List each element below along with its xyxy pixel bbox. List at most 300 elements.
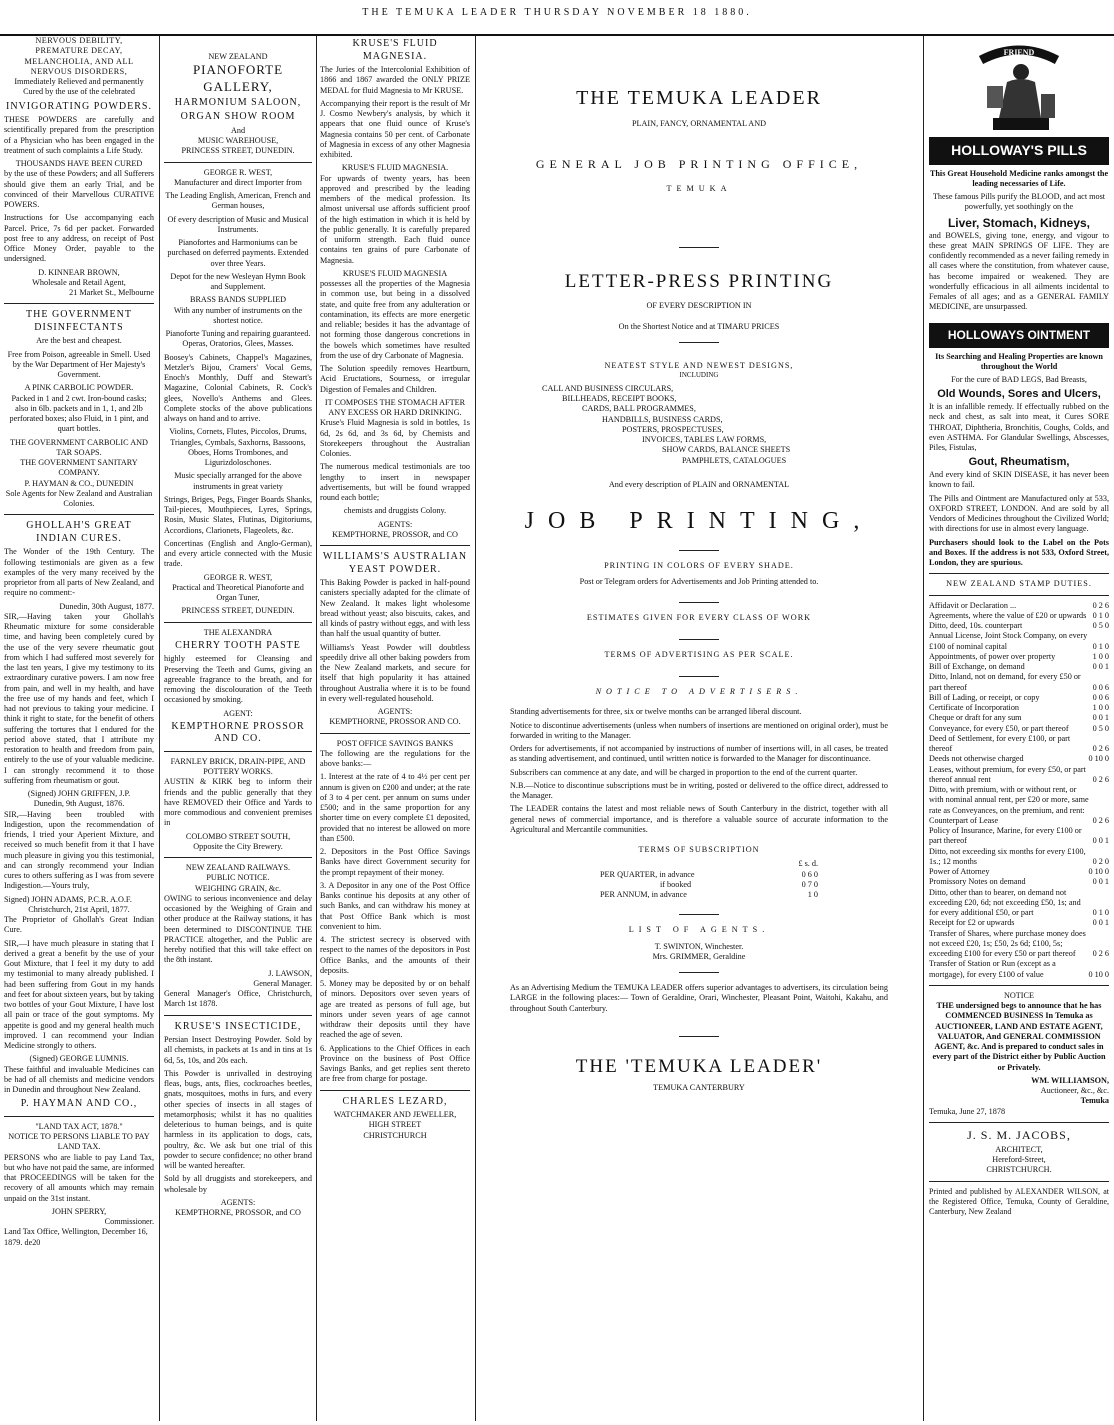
advertiser-address: 21 Market St., Melbourne — [69, 288, 154, 297]
agent-name: KEMPTHORNE, PROSSOR AND CO. — [329, 717, 461, 727]
railways-heading: NEW ZEALAND RAILWAYS. — [185, 863, 291, 872]
landtax-address — [4, 1227, 154, 1248]
publisher-imprint: Printed and published by ALEXANDER WILSON, at the Registered Office, Temuka, County of Geraldine, Canterbury, New Zealand — [929, 1186, 1109, 1216]
stamp-duty-value: 0 0 1 — [1092, 713, 1109, 723]
kruse-subheading: IT COMPOSES THE STOMACH AFTER ANY EXCESS OR HARD DRINKING. — [324, 397, 466, 417]
stamp-duty-label: Ditto, not exceeding six months for every £100, 1s.; 12 months — [929, 846, 1086, 866]
farnley-text: AUSTIN & KIRK beg to inform their friends and the public generally that they have REMOVED their Office and Yards to more commodious and convenient premises in — [164, 777, 312, 828]
divider — [679, 914, 719, 915]
kruse-subheading: KRUSE'S FLUID MAGNESIA — [342, 268, 448, 278]
stamp-duty-value: 0 2 6 — [1092, 774, 1109, 784]
stamp-duty-value: 0 2 6 — [1092, 744, 1109, 753]
stamp-duty-row — [929, 888, 1109, 919]
friend-figure-icon — [969, 38, 1069, 133]
savings-text: 5. Money may be deposited by or on behalf of minors. Depositors over seven years of age are treated as persons of full age, but minors under seven years of age cannot withdraw their deposits until they have reached the age of seven. — [320, 979, 470, 1040]
subscription-value: 1 0 — [807, 890, 818, 899]
divider — [679, 972, 719, 973]
friend-figure-svg — [969, 38, 1069, 133]
pills-highlight: Liver, Stomach, Kidneys, — [947, 215, 1091, 230]
stamp-duty-label: Ditto, Inland, not on demand, for every £50 or part thereof — [929, 672, 1081, 692]
stamp-duty-row — [929, 672, 1109, 693]
cherry-text: highly esteemed for Cleansing and Preserving the Teeth and Gums, giving an agreeable fragrance to the breath, and for removing the discolouration of the Teeth occasioned by smoking. — [164, 654, 312, 705]
music-text: Pianoforte Tuning and repairing guaranteed. Operas, Oratorios, Glees, Masses. — [165, 329, 311, 349]
stamp-duty-label: Transfer of Shares, where purchase money does not exceed £20, 1s; £50, 2s 6d; £100, 5s; exceeding £100 for every £50 or part thereof — [929, 928, 1086, 958]
notice-text: The LEADER contains the latest and most reliable news of South Canterbury in the district, together with all general news of commercial importance, and is therefore a valuable source of accurate information to the Agricultural and Mercantile communities. — [510, 804, 888, 834]
stamp-duty-label: Transfer of Station or Run (except as a mortgage), for every £100 of value — [929, 959, 1056, 979]
music-text: With any number of instruments on the shortest notice. — [173, 305, 303, 325]
divider — [164, 622, 312, 623]
divider — [320, 733, 470, 734]
stamp-duty-row — [929, 754, 1109, 764]
street-subheading: Opposite the City Brewery. — [193, 841, 283, 851]
ghollah-paragraph: These faithful and invaluable Medicines can be had of all chemists and medicine vendors in Dunedin and throughout New Zealand. — [4, 1064, 154, 1094]
job-printing-heading: JOB PRINTING, — [524, 508, 874, 534]
stamp-duty-row — [929, 826, 1109, 847]
ointment-text: The Pills and Ointment are Manufactured only at 533, OXFORD STREET, LONDON. And are sold by all Vendors of Medicines throughout the Civilized World; with directions for use in almost every language. — [929, 493, 1109, 534]
stamp-duty-row — [929, 703, 1109, 713]
stamp-duty-label: Affidavit or Declaration ... — [929, 600, 1017, 610]
subscription-label: PER QUARTER, in advance — [600, 869, 695, 879]
page-header — [0, 0, 1114, 36]
divider — [4, 514, 154, 515]
sanitary-heading: THE GOVERNMENT SANITARY COMPANY. — [20, 458, 138, 478]
stamp-duty-row — [929, 929, 1109, 960]
stamp-duty-label: Deed of Settlement, for every £100, or part thereof — [929, 733, 1071, 753]
music-text: The Leading English, American, French and German houses, — [165, 191, 311, 211]
header-text: THE TEMUKA LEADER THURSDAY NOVEMBER 18 1880. — [362, 7, 752, 18]
harmonium-heading: HARMONIUM SALOON, — [174, 96, 302, 108]
disinfectants-heading: THE GOVERNMENT DISINFECTANTS — [26, 309, 132, 333]
ointment-text: Purchasers should look to the Label on the Pots and Boxes. If the address is not 533, Oxford Street, London, they are spurious. — [929, 537, 1109, 567]
disinfectants-text: Packed in 1 and 2 cwt. Iron-bound casks; also in 6lb. packets and in 1, 1, and 2lb perforated boxes; also Fluid, in 1 pint, and quart bottles. — [9, 393, 149, 434]
neatest-heading: NEATEST STYLE AND NEWEST DESIGNS, — [604, 360, 794, 370]
street-heading: PRINCESS STREET, DUNEDIN. — [181, 606, 295, 616]
stamp-duty-value: 1 0 0 — [1092, 651, 1109, 661]
service-item: POSTERS, PROSPECTUSES, — [622, 424, 724, 434]
stamp-duty-row — [929, 724, 1109, 734]
stamp-duty-value: 0 2 6 — [1092, 600, 1109, 610]
music-text: Depot for the new Wesleyan Hymn Book and Supplement. — [170, 271, 306, 291]
letterpress-sub: OF EVERY DESCRIPTION IN — [646, 301, 752, 311]
ointment-text: It is an infallible remedy. If effectually rubbed on the neck and chest, as salt into meat, it Cures SORE THROAT, Diphtheria, Bronchitis, Coughs, Colds, and even ASTHMA. For Glandular Swellings, Abscesses, Piles, Fistulas, — [929, 402, 1109, 452]
nervous-subtitle: Immediately Relieved and permanently Cured by the use of the celebrated — [14, 77, 144, 97]
notice-text: THE undersigned begs to announce that he has COMMENCED BUSINESS In Temuka as AUCTIONEER, LAND AND ESTATE AGENT, VALUATOR, And GENERAL COMMISSION AGENT, &c. And is prepared to conduct sales in every part of the District either by Public Auction or Privately. — [932, 1001, 1106, 1072]
landtax-address-text: Land Tax Office, Wellington, December 16, 1879. — [4, 1227, 148, 1247]
letterpress-heading: LETTER-PRESS PRINTING — [564, 270, 834, 292]
stamp-duty-value: 0 1 0 — [1092, 641, 1109, 651]
insecticide-text: Sold by all druggists and storekeepers, and wholesale by — [164, 1174, 312, 1194]
kruse-text: Kruse's Fluid Magnesia is sold in bottles, 1s 6d, 2s 6d, and 3s 6d, by Chemists and Storekeepers throughout the Australian Colonies. — [320, 418, 470, 458]
nervous-paragraph: THESE POWDERS are carefully and scientifically prepared from the prescription of a Physician who has been engaged in the treatment of such complaints a Life Study. — [4, 115, 154, 155]
stamp-duty-value: 0 10 0 — [1088, 754, 1109, 764]
alexandra-heading: THE ALEXANDRA — [203, 627, 273, 637]
kruse-text: possesses all the properties of the Magnesia in common use, but being in a dissolved state, and quite free from any adulteration or contamination, its effects are more energetic and reliable; besides it has the advantage of not forming those dangerous concretions in the bowels which sometimes have resulted from the use of dry Carbonate of Magnesia. — [320, 279, 470, 360]
music-text: Pianofortes and Harmoniums can be purchased on deferred payments. Extended over three Years. — [167, 238, 309, 268]
town-heading: TEMUKA — [666, 184, 732, 194]
holloway-pills-banner: HOLLOWAY'S PILLS — [929, 137, 1109, 165]
divider — [164, 1015, 312, 1016]
column-rule — [475, 36, 476, 1421]
stamp-duty-row — [929, 877, 1109, 887]
stamp-duty-value: 0 2 0 — [1092, 856, 1109, 866]
column-3 — [320, 36, 470, 1421]
subscription-row — [600, 890, 818, 900]
every-plain: And every description of PLAIN and ORNAMENTAL — [608, 479, 790, 489]
organ-heading: ORGAN SHOW ROOM — [180, 111, 296, 123]
subscription-label: if booked — [660, 879, 692, 889]
divider — [679, 1036, 719, 1037]
agent-label: AGENTS: — [377, 519, 413, 529]
stamp-duty-row — [929, 918, 1109, 928]
kruse-text: chemists and druggists Colony. — [343, 506, 447, 516]
stamp-duty-value: 0 0 1 — [1092, 836, 1109, 846]
nervous-paragraph: Instructions for Use accompanying each Parcel. Price, 7s 6d per packet. Forwarded post free to any address, on receipt of Post Office Money Order, payable to the undersigned. — [4, 213, 154, 264]
street-heading: PRINCESS STREET, DUNEDIN. — [181, 146, 295, 156]
stamp-duty-value: 0 0 1 — [1092, 918, 1109, 928]
williams-text: This Baking Powder is packed in half-pound canisters specially adapted for the climate of New Zealand. It makes light wholesome bread without yeast; also biscuits, cakes, and all kinds of pastry without eggs, and with less than half the usual quantity of butter. — [320, 578, 470, 639]
stamp-duty-value: 0 10 0 — [1088, 969, 1109, 979]
stamp-duty-value: 0 0 6 — [1092, 692, 1109, 702]
invigorating-heading: INVIGORATING POWDERS. — [6, 100, 152, 112]
pills-text: These famous Pills purify the BLOOD, and act most powerfully, yet soothingly on the — [932, 192, 1106, 212]
soaps-heading: THE GOVERNMENT CARBOLIC AND TAR SOAPS. — [10, 437, 148, 457]
subscription-currency-header: £ s. d. — [798, 859, 818, 869]
nervous-title — [4, 36, 154, 77]
music-text: Manufacturer and direct Importer from — [174, 177, 302, 187]
divider — [320, 1090, 470, 1091]
kruse-text: For upwards of twenty years, has been approved and prescribed by the leading members of the medical profession. Its almost universal use affords sufficient proof of the high estimation in which it is held by the public generally. It is carefully prepared of uniform strength. Each fluid ounce contains ten grains of pure Carbonate of Magnesia. — [320, 173, 470, 265]
nervous-title-line: MELANCHOLIA, AND ALL — [24, 56, 134, 66]
service-item: BILLHEADS, RECEIPT BOOKS, — [562, 394, 677, 403]
farnley-heading: FARNLEY BRICK, DRAIN-PIPE, AND POTTERY WORKS. — [170, 756, 306, 776]
music-text: Practical and Theoretical Pianoforte and Organ Tuner, — [172, 582, 304, 602]
stamp-duty-value: 0 2 6 — [1092, 949, 1109, 958]
nervous-title-line: NERVOUS DEBILITY, — [35, 36, 123, 45]
stamp-duty-label: Bill of Lading, or receipt, or copy — [929, 692, 1040, 702]
subscription-row — [600, 870, 818, 880]
ointment-text: Its Searching and Healing Properties are known throughout the World — [935, 351, 1103, 371]
stamp-duty-row — [929, 621, 1109, 631]
stamp-duties-table — [929, 601, 1109, 980]
friend-label: FRIEND — [1003, 48, 1035, 57]
ointment-text: And every kind of SKIN DISEASE, it has never been known to fail. — [929, 470, 1109, 490]
divider — [929, 595, 1109, 596]
nervous-paragraph: by the use of these Powders; and all Sufferers should give them an early Trial, and be convinced of their Marvellous CURATIVE POWERS. — [4, 169, 154, 209]
architect-street: Hereford-Street, — [992, 1155, 1046, 1164]
savings-text: 6. Applications to the Chief Offices in each Province on the business of Post Office Savings Banks, and get replies sent thereto are free from charge for postage. — [320, 1043, 470, 1084]
including-label: INCLUDING — [679, 371, 719, 379]
office-heading: GENERAL JOB PRINTING OFFICE, — [535, 157, 863, 172]
stamp-duty-label: Promissory Notes on demand — [929, 877, 1026, 887]
advertiser-name: GEORGE R. WEST, — [203, 167, 273, 177]
stamp-duty-value: 0 1 0 — [1092, 610, 1109, 620]
agent-entry: Mrs. GRIMMER, Geraldine — [652, 951, 746, 961]
stamp-duty-row — [929, 693, 1109, 703]
stamp-duty-row — [929, 765, 1109, 786]
lezard-city: CHRISTCHURCH — [363, 1130, 427, 1140]
landtax-paragraph: PERSONS who are liable to pay Land Tax, but who have not paid the same, are informed that PROCEEDINGS will be taken for the recovery of all amounts which may remain unpaid on the 31st instant. — [4, 1152, 154, 1203]
column-rule — [923, 36, 924, 1421]
stamp-duty-label: Deeds not otherwise charged — [929, 754, 1024, 764]
stamp-duty-row — [929, 959, 1109, 980]
ointment-highlight: Old Wounds, Sores and Ulcers, — [937, 388, 1101, 401]
service-item: CARDS, BALL PROGRAMMES, — [582, 404, 696, 414]
divider — [679, 247, 719, 248]
savings-text: 1. Interest at the rate of 4 to 4½ per cent per annum is given on £200 and under; at the rate of 3 to 4 per cent. per annum on sums under £500; and in the same proportion for any shorter time on every complete £1 deposited, provided that no interest be allowed on more than £500. — [320, 772, 470, 843]
brass-heading: BRASS BANDS SUPPLIED — [189, 295, 286, 305]
agent-name: KEMPTHORNE, PROSSOR, and CO — [332, 529, 458, 539]
insecticide-text: This Powder is unrivalled in destroying fleas, bugs, ants, flies, cockroaches beetles, gnats, mosquitoes, moths in furs, and every other species of insects in all stages of metamorphosis; whilst it has no qualities deleterious to human beings, and is quite harmless in its application to dogs, cats, poultry, &c. We ask but one trial of this powder to secure confidence; no other brand will be wanted hereafter. — [164, 1068, 312, 1170]
notice-text: Standing advertisements for three, six or twelve months can be arranged liberal discount. — [510, 707, 802, 717]
divider — [164, 751, 312, 752]
stamp-duty-row — [929, 631, 1109, 652]
kruse-text: The Solution speedily removes Heartburn, Acid Eructations, Sourness, or irregular Digestion of Females and Children. — [320, 364, 470, 394]
pianoforte-heading: PIANOFORTE GALLERY, — [192, 62, 284, 94]
disinfectants-text: Free from Poison, agreeable in Smell. Used by the War Department of Her Majesty's Government. — [7, 349, 151, 379]
stamp-duty-label: Certificate of Incorporation — [929, 703, 1020, 712]
ghollah-paragraph: The Wonder of the 19th Century. The following testimonials are given as a few examples of the very many received by the proprietor from all parts of New Zealand, and require no comment:- — [4, 547, 154, 598]
stamp-duty-row — [929, 611, 1109, 621]
divider — [929, 573, 1109, 574]
disinfectants-text: Are the best and cheapest. — [36, 336, 122, 346]
savings-heading: POST OFFICE SAVINGS BANKS — [336, 738, 454, 748]
divider — [679, 602, 719, 603]
subscription-table — [600, 859, 818, 900]
agent-label: AGENTS: — [220, 1197, 256, 1207]
agents-heading: LIST OF AGENTS. — [628, 925, 770, 935]
manager-title: General Manager. — [253, 978, 312, 988]
subscription-value: 0 6 0 — [801, 869, 818, 879]
stamp-duty-value: 0 1 0 — [1092, 908, 1109, 917]
stamp-duty-label: Ditto, deed, 10s. counterpart — [929, 621, 1023, 630]
stamp-duties-heading: NEW ZEALAND STAMP DUTIES. — [946, 579, 1092, 589]
stamp-duty-label: Ditto, other than to bearer, on demand not exceeding £20, 6d; not exceeding £50, 1s; and for every additional £50, or part — [929, 887, 1081, 917]
stamp-duty-label: Leases, without premium, for every £50, or part thereof annual rent — [929, 764, 1086, 784]
stamp-duty-label: Ditto, with premium, with or without rent, or with nominal annual rent, per £20 or more, same rate as Conveyances, on the premium, and rent: Counterpart of Lease — [929, 785, 1089, 825]
stamp-duty-label: Annual License, Joint Stock Company, on every £100 of nominal capital — [929, 631, 1088, 651]
divider — [320, 545, 470, 546]
stamp-duty-value: 0 2 6 — [1092, 815, 1109, 825]
kruse-text: Accompanying their report is the result of Mr J. Cosmo Newbery's analysis, by which it appears that one fluid ounce of Kruse's Magnesia contains 50 per cent. of Carbonate of Magnesia in excess of any other Magnesia exhibited. — [320, 98, 470, 159]
carbolic-heading: A PINK CARBOLIC POWDER. — [24, 383, 134, 393]
commissioner-title: Commissioner. — [104, 1217, 154, 1226]
holloway-ointment-banner: HOLLOWAYS OINTMENT — [929, 323, 1109, 348]
kruse-text: The Juries of the Intercolonial Exhibition of 1866 and 1867 awarded the ONLY PRIZE MEDAL for fluid Magnesia to Mr KRUSE. — [320, 65, 470, 95]
agent-name: KEMPTHORNE PROSSOR AND CO. — [171, 720, 305, 745]
commissioner-name: JOHN SPERRY, — [51, 1206, 107, 1216]
divider — [4, 303, 154, 304]
notice-text: Orders for advertisements, if not accompanied by instructions of number of insertions will, in all cases, be treated as standing advertisement, and continued, until written notice is forwarded to the Manager for discontinuance. — [510, 744, 888, 764]
insecticide-heading: KRUSE'S INSECTICIDE, — [174, 1020, 302, 1032]
notice-text: N.B.—Notice to discontinue subscriptions must be in writing, posted or delivered to the office direct, addressed to the Manager. — [510, 780, 888, 800]
music-text: Concertinas (English and Anglo-German), and every article connected with the Music trade. — [164, 538, 312, 569]
music-heading: MUSIC WAREHOUSE, — [197, 136, 279, 145]
divider — [164, 162, 312, 163]
advertiser-name: P. HAYMAN AND CO., — [20, 1098, 138, 1110]
williams-text: Williams's Yeast Powder will doubtless speedily drive all other baking powders from the New Zealand markets, and secure for itself that high popularity it has attained throughout Australia where it is to be found in every well-regulated household. — [320, 642, 470, 703]
agent-label: AGENT: — [223, 708, 253, 718]
estimates-heading: ESTIMATES GIVEN FOR EVERY CLASS OF WORK — [586, 612, 812, 622]
notice-place: Temuka — [1080, 1096, 1109, 1106]
colors-heading: PRINTING IN COLORS OF EVERY SHADE. — [604, 561, 794, 570]
letterpress-sub: On the Shortest Notice and at TIMARU PRICES — [618, 321, 780, 331]
savings-text: 3. A Depositor in any one of the Post Office Banks continue his deposits at any other of such Banks, and can withdraw his money at that Post Office Bank which is most convenient to him. — [320, 880, 470, 931]
agent-name: KEMPTHORNE, PROSSOR, and CO — [175, 1208, 301, 1217]
divider — [929, 1181, 1109, 1182]
stamp-duty-value: 0 0 1 — [1092, 877, 1109, 887]
ghollah-date: Dunedin, 30th August, 1877. — [59, 601, 154, 611]
advertiser-name: P. HAYMAN & CO., DUNEDIN — [24, 478, 134, 488]
music-text: Music specially arranged for the above instruments in great variety — [174, 471, 302, 491]
medium-text: As an Advertising Medium the TEMUKA LEADER offers superior advantages to advertisers, its circulation being LARGE in the following places:— Town of Geraldine, Orari, Winchester, Pleasant Point, Waitohi, Kakahu, and throughout South Canterbury. — [510, 983, 888, 1013]
stamp-duty-label: Power of Attorney — [929, 867, 990, 876]
music-text: Boosey's Cabinets, Chappel's Magazines, Metzler's Bijou, Cramers' Vocal Gems, Enoch's Monthly, Duff and Stewart's Magazine, Colonial Cabinets, R. Cock's glees, Novello's Anthems and Glees. Complete stocks of the above publications always on hand and to arrive. — [164, 352, 312, 423]
bottom-title: THE 'TEMUKA LEADER' — [575, 1055, 823, 1077]
divider — [679, 342, 719, 343]
ointment-text: For the cure of BAD LEGS, Bad Breasts, — [951, 375, 1087, 384]
ghollah-paragraph: SIR,—Having taken your Ghollah's Rheumatic mixture for some considerable time, and having been completely cured by the use of the very severe rheumatic gout from which I had suffered most severely for the last ten years, I give my testimony to its extraordinary curative powers. I am now free from pain, and well in my health, and have the free use of my hands and feet, which I had not previous to taking your medicine. I think it right to state, for the benefit of others suffering the tortures that I endured for the period above stated, that I attribute my restoration to health and freedom from pain, entirely to the use of your valuable medicine. I can strongly recommend it to those suffering from rheumatism or gout. — [4, 611, 154, 785]
kruse-subheading: KRUSE'S FLUID MAGNESIA. — [341, 163, 449, 173]
music-text: Strings, Briges, Pegs, Finger Boards Shanks, Tail-pieces, Mouthpieces, Lyres, Springs, Rosin, Music Slates, Flutinas, Digitoriums, Accordions, Clarionets, Flageolets, &c. — [164, 494, 312, 535]
street-heading: COLOMBO STREET SOUTH, — [185, 831, 291, 841]
service-item: SHOW CARDS, BALANCE SHEETS — [662, 445, 791, 455]
nervous-title-line: PREMATURE DECAY, — [35, 46, 123, 56]
leader-title: THE TEMUKA LEADER — [576, 87, 822, 109]
nervous-title-line: NERVOUS DISORDERS, — [30, 66, 128, 76]
ghollah-date: Christchurch, 21st April, 1877. — [28, 904, 130, 914]
service-item: HANDBILLS, BUSINESS CARDS, — [602, 414, 723, 424]
thousands-heading: THOUSANDS HAVE BEEN CURED — [15, 159, 143, 168]
post-orders: Post or Telegram orders for Advertisements and Job Printing attended to. — [579, 577, 819, 587]
service-item: CALL AND BUSINESS CIRCULARS, — [542, 383, 674, 393]
manager-name: J. LAWSON, — [268, 968, 312, 978]
public-notice-heading: PUBLIC NOTICE. — [206, 873, 270, 883]
insecticide-text: Persian Insect Destroying Powder. Sold by all chemists, in packets at 1s and in tins at 1s 6d, 5s, 10s, and 20s each. — [164, 1035, 312, 1065]
lezard-trade: WATCHMAKER AND JEWELLER, — [333, 1110, 457, 1119]
nz-heading: NEW ZEALAND — [208, 52, 268, 61]
ghollah-signature: (Signed) JOHN GRIFFEN, J.P. — [27, 789, 131, 798]
stamp-duty-label: Agreements, where the value of £20 or upwards — [929, 610, 1087, 620]
landtax-subheading: NOTICE TO PERSONS LIABLE TO PAY LAND TAX. — [8, 1132, 150, 1152]
stamp-duty-label: Policy of Insurance, Marine, for every £100 or part thereof — [929, 826, 1082, 846]
manager-address: General Manager's Office, Christchurch, March 1st 1878. — [164, 989, 312, 1009]
stamp-duty-label: Bill of Exchange, on demand — [929, 662, 1025, 671]
pills-text: and BOWELS, giving tone, energy, and vigour to these great MAIN SPRINGS OF LIFE. They are confidently recommended as a never failing remedy in all cases where the constitution, from whatever cause, has become impaired or weakened. They are wonderfully efficacious in all ailments incidental to Females of all ages; and as a GENERAL FAMILY MEDICINE, are unsurpassed. — [929, 230, 1109, 312]
terms-adv-heading: TERMS OF ADVERTISING AS PER SCALE. — [604, 649, 794, 659]
cherry-heading: CHERRY TOOTH PASTE — [175, 639, 301, 651]
column-4 — [480, 36, 918, 1421]
service-item: INVOICES, TABLES LAW FORMS, — [642, 435, 767, 444]
landtax-heading: "LAND TAX ACT, 1878." — [35, 1121, 123, 1131]
divider — [679, 550, 719, 551]
stamp-duty-value: 1 0 0 — [1092, 703, 1109, 712]
stamp-duty-row — [929, 785, 1109, 826]
advertiser-role: Wholesale and Retail Agent, — [32, 277, 126, 287]
pills-text: This Great Household Medicine ranks amongst the leading necessaries of Life. — [929, 168, 1109, 188]
advertiser-name: D. KINNEAR BROWN, — [38, 267, 120, 277]
ghollah-heading: GHOLLAH'S GREAT INDIAN CURES. — [26, 520, 132, 544]
subscription-value: 0 7 0 — [801, 879, 818, 889]
architect-city: CHRISTCHURCH. — [986, 1165, 1052, 1175]
bottom-subtitle: TEMUKA CANTERBURY — [653, 1082, 745, 1092]
ghollah-signature: Signed) JOHN ADAMS, P.C.R. A.O.F. — [4, 894, 132, 904]
divider — [929, 1122, 1109, 1123]
weighing-heading: WEIGHING GRAIN, &c. — [195, 883, 281, 893]
advertiser-role: Sole Agents for New Zealand and Australian Colonies. — [5, 488, 153, 508]
williams-heading: WILLIAMS'S AUSTRALIAN YEAST POWDER. — [322, 551, 468, 575]
ghollah-paragraph: SIR,—I have much pleasure in stating that I derived a great a benefit by the use of your Gout Mixture, that I feel it my duty to add my testimonial to many already published. I had been suffering from Gout in my hands and feet for about sixteen years, but by taking two bottles of your Gout Mixture, I have lost all pain or trace of the gout symptoms. My appetite is good and my general health much improved. I can recommend your Indian Medicine strongly to others. — [4, 938, 154, 1050]
agent-label: AGENTS: — [377, 707, 413, 716]
stamp-duty-value: 0 5 0 — [1092, 621, 1109, 630]
stamp-duty-value: 0 5 0 — [1092, 723, 1109, 733]
stamp-duty-row — [929, 652, 1109, 662]
subscription-label: PER ANNUM, in advance — [600, 890, 687, 899]
stamp-duty-row — [929, 662, 1109, 672]
stamp-duty-value: 0 0 1 — [1092, 662, 1109, 671]
divider — [164, 857, 312, 858]
lezard-address: HIGH STREET — [368, 1120, 422, 1130]
stamp-duty-row — [929, 601, 1109, 611]
kruse-heading: KRUSE'S FLUID MAGNESIA. — [352, 38, 438, 62]
stamp-duty-value: 0 10 0 — [1088, 867, 1109, 876]
stamp-duty-label: Appointments, of power over property — [929, 651, 1056, 661]
notice-signature-title: Auctioneer, &c., &c. — [1040, 1086, 1109, 1095]
stamp-duty-row — [929, 734, 1109, 755]
music-text: Violins, Cornets, Flutes, Piccolos, Drums, Triangles, Cymbals, Saxhorns, Bassoons, Oboes, Horns Trombones, and Ligurizdoloschones. — [169, 427, 307, 467]
leader-subtitle: PLAIN, FANCY, ORNAMENTAL AND — [631, 119, 767, 128]
column-rule — [159, 36, 160, 1421]
column-rule — [316, 36, 317, 1421]
notice-body — [510, 707, 888, 835]
column-2 — [164, 36, 312, 1421]
divider — [4, 1116, 154, 1117]
and-text: And — [230, 125, 246, 135]
savings-text: 4. The strictest secrecy is observed with respect to the names of the depositors in Post Office Banks, and the amounts of their deposits. — [320, 935, 470, 975]
ghollah-date: Dunedin, 9th August, 1876. — [33, 799, 125, 809]
architect-title: ARCHITECT, — [995, 1144, 1043, 1154]
kruse-text: The numerous medical testimonials are too lengthy to insert in newspaper advertisements, but will be found wrapped round each bottle; — [320, 462, 470, 502]
subscription-row — [600, 880, 818, 890]
service-item: PAMPHLETS, CATALOGUES — [682, 455, 787, 465]
advertiser-name: GEORGE R. WEST, — [203, 572, 273, 582]
savings-text: The following are the regulations for the above banks:— — [320, 748, 470, 768]
weighing-text: OWING to serious inconvenience and delay occasioned by the Weighing of Grain and other produce at the Railway stations, it has been determined to DISCONTINUE THE PRACTICE altogether, and the Public are hereby notified that this will take effect on the 8th instant. — [164, 893, 312, 965]
divider — [679, 639, 719, 640]
notice-text: Subscribers can commence at any date, and will be charged in proportion to the end of the current quarter. — [510, 767, 858, 777]
services-list — [540, 384, 918, 466]
architect-name: J. S. M. JACOBS, — [967, 1127, 1071, 1142]
ghollah-paragraph: The Proprietor of Ghollah's Great Indian Cure. — [4, 915, 154, 935]
ointment-highlight: Gout, Rheumatism, — [968, 456, 1070, 469]
ghollah-paragraph: SIR,—Having been troubled with Indigestion, upon the recommendation of friends, I tried your Aperient Mixture, and received so much benefit from it that I have much pleasure in giving you this testimonial, and can strongly recommend your Indian cures to others suffering as I was from severe Indigestion.—Yours truly, — [4, 809, 154, 891]
music-text: Of every description of Music and Musical Instruments. — [167, 214, 309, 234]
lezard-heading: CHARLES LEZARD, — [342, 1095, 448, 1107]
column-1 — [4, 36, 154, 1421]
agent-entry: T. SWINTON, Winchester. — [654, 941, 744, 951]
notice-heading: NOTICE TO ADVERTISERS. — [595, 687, 803, 696]
stamp-duty-label: Receipt for £2 or upwards — [929, 918, 1015, 928]
notice-text: Notice to discontinue advertisements (unless when numbers of insertions are mentioned on original order), must be forwarded in writing to the Manager. — [510, 720, 888, 740]
stamp-duty-label: Conveyance, for every £50, or part thereof — [929, 723, 1069, 733]
savings-text: 2. Depositors in the Post Office Savings Banks have direct Government security for the prompt repayment of their money. — [320, 847, 470, 877]
notice-heading: NOTICE — [1003, 990, 1034, 1000]
stamp-duty-row — [929, 867, 1109, 877]
terms-sub-heading: TERMS OF SUBSCRIPTION — [638, 845, 760, 854]
notice-date: Temuka, June 27, 1878 — [929, 1106, 1006, 1116]
stamp-duty-label: Cheque or draft for any sum — [929, 713, 1022, 723]
divider — [679, 676, 719, 677]
ghollah-signature: (Signed) GEORGE LUMNIS. — [29, 1054, 129, 1064]
